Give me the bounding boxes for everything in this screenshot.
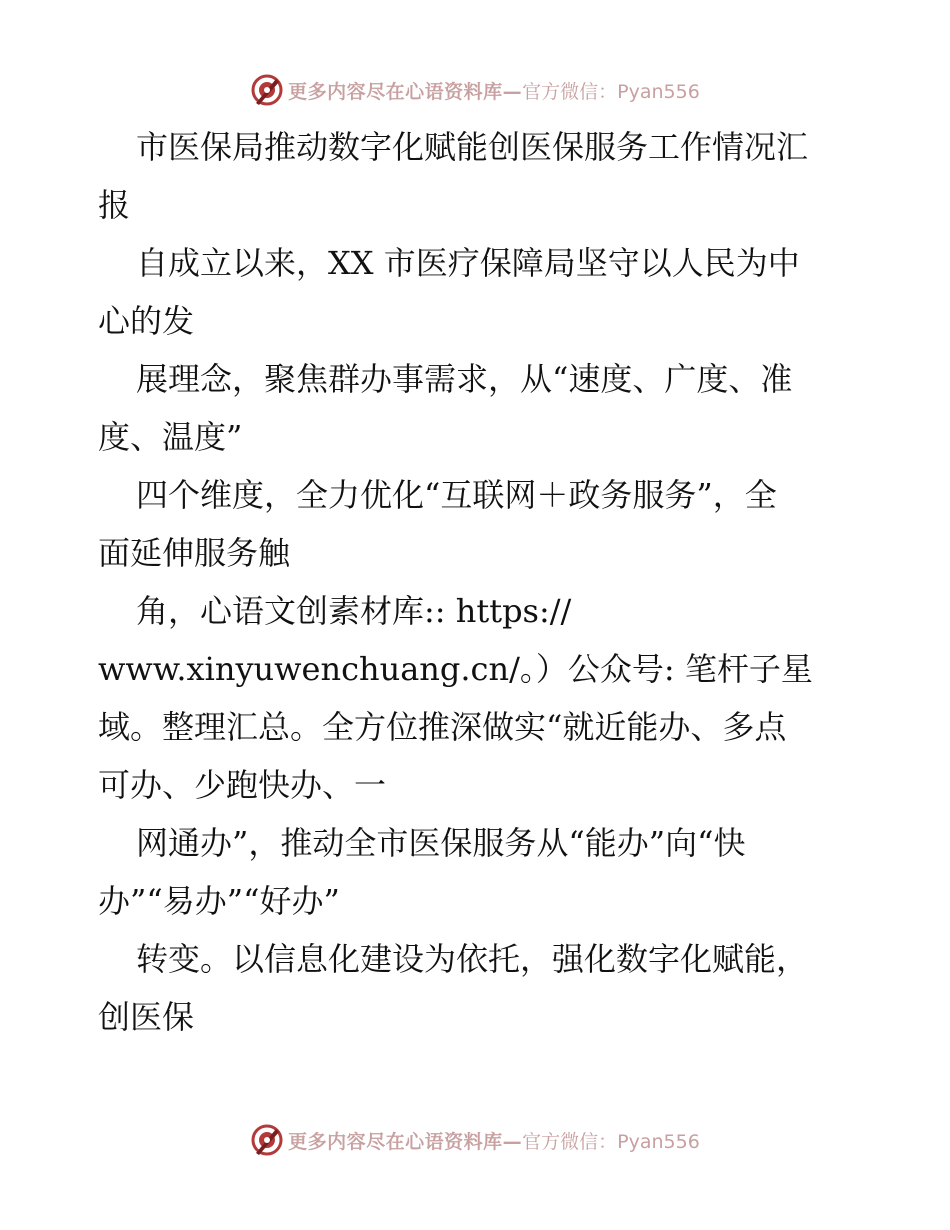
- body-line: 展理念，聚焦群办事需求，从“速度、广度、准: [136, 360, 793, 398]
- body-line: 网通办”，推动全市医保服务从“能办”向“快: [136, 824, 746, 862]
- body-line: 度、温度”: [98, 418, 243, 456]
- body-line: 四个维度，全力优化“互联网＋政务服务”，全: [136, 476, 777, 514]
- body-line: 心的发: [98, 302, 195, 340]
- body-line: 面延伸服务触: [98, 534, 291, 572]
- body-line: 创医保: [98, 998, 195, 1036]
- header-banner-tail: 官方微信：Pyan556: [522, 80, 700, 103]
- body-line: 角，心语文创素材库:: https://: [136, 592, 572, 630]
- body-line: 市医保局推动数字化赋能创医保服务工作情况汇: [136, 128, 809, 166]
- body-line: 域。整理汇总。全方位推深做实“就近能办、多点: [98, 708, 787, 746]
- body-line: 转变。以信息化建设为依托，强化数字化赋能，: [136, 940, 809, 978]
- body-line: 自成立以来，XX 市医疗保障局坚守以人民为中: [136, 244, 800, 282]
- pen-logo-icon: [250, 1123, 284, 1157]
- footer-banner-text: 更多内容尽在心语资料库—: [288, 1130, 523, 1153]
- body-line: 可办、少跑快办、一: [98, 766, 387, 804]
- body-line: 办”“易办”“好办”: [98, 882, 340, 920]
- pen-logo-icon: [250, 73, 284, 107]
- footer-banner: [0, 1120, 950, 1160]
- header-banner: [0, 70, 950, 110]
- document-body: [98, 118, 858, 1046]
- footer-banner-tail: 官方微信：Pyan556: [522, 1130, 700, 1153]
- header-banner-text: 更多内容尽在心语资料库—: [288, 80, 523, 103]
- body-line: 报: [98, 186, 131, 224]
- body-line: www.xinyuwenchuang.cn/。）公众号: 笔杆子星: [98, 650, 813, 688]
